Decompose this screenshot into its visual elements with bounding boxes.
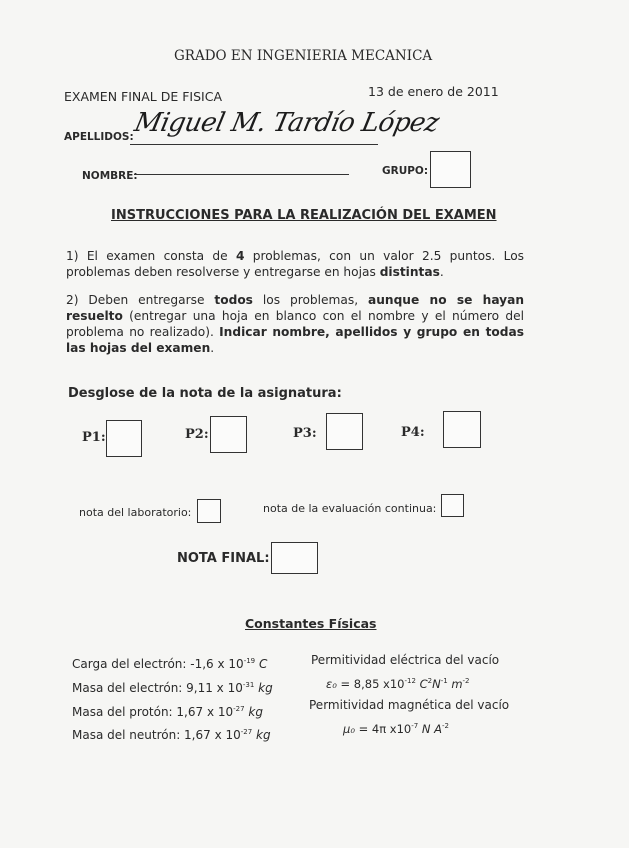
neutron-mass: Masa del neutrón: 1,67 x $10^{-27}$ kg bbox=[72, 728, 271, 742]
p1-label: P1: bbox=[82, 430, 106, 445]
grades-title: Desglose de la nota de la asignatura: bbox=[68, 386, 342, 401]
nombre-line[interactable] bbox=[134, 174, 349, 175]
permeability-value: μ₀ = 4π $x10^{-7}$ N $A^{-2}$ bbox=[343, 722, 449, 736]
permittivity-label: Permitividad eléctrica del vacío bbox=[311, 653, 500, 667]
p3-label: P3: bbox=[293, 426, 317, 441]
lab-label: nota del laboratorio: bbox=[79, 506, 192, 519]
apellidos-label: APELLIDOS: bbox=[64, 131, 134, 143]
grupo-box[interactable] bbox=[430, 151, 471, 188]
apellidos-handwriting: Miguel M. Tardío López bbox=[131, 108, 442, 138]
degree-title: GRADO EN INGENIERIA MECANICA bbox=[174, 48, 433, 64]
constants-title: Constantes Físicas bbox=[245, 616, 377, 631]
lab-box[interactable] bbox=[197, 499, 221, 523]
permeability-label: Permitividad magnética del vacío bbox=[309, 698, 510, 712]
continua-label: nota de la evaluación continua: bbox=[263, 502, 437, 515]
proton-mass: Masa del protón: 1,67 x $10^{-27}$ kg bbox=[72, 705, 263, 719]
continua-box[interactable] bbox=[441, 494, 464, 517]
p2-label: P2: bbox=[185, 427, 209, 442]
exam-date: 13 de enero de 2011 bbox=[368, 84, 499, 99]
nombre-label: NOMBRE: bbox=[82, 170, 138, 182]
electron-charge: Carga del electrón: -1,6 x $10^{-19}$ C bbox=[72, 657, 268, 671]
p4-box[interactable] bbox=[443, 411, 481, 448]
electron-mass: Masa del electrón: 9,11 x $10^{-31}$ kg bbox=[72, 681, 273, 695]
apellidos-line bbox=[130, 144, 378, 145]
grupo-label: GRUPO: bbox=[382, 165, 429, 177]
instructions-title: INSTRUCCIONES PARA LA REALIZACIÓN DEL EXAMEN bbox=[111, 208, 497, 223]
p2-box[interactable] bbox=[210, 416, 247, 453]
p3-box[interactable] bbox=[326, 413, 363, 450]
instruction-2: 2) Deben entregarse todos los problemas, aunque no se hayan resuelto (entregar una hoja en blanco con el nombre y el número del problema no realizado). Indicar nombre, apellidos y grupo en todas las hojas del examen. bbox=[66, 293, 525, 355]
p4-label: P4: bbox=[401, 425, 425, 440]
p1-box[interactable] bbox=[106, 420, 142, 457]
exam-title: EXAMEN FINAL DE FISICA bbox=[64, 89, 223, 104]
instruction-1: 1) El examen consta de 4 problemas, con un valor 2.5 puntos. Los problemas deben resolverse y entregarse en hojas distintas. bbox=[66, 249, 524, 279]
final-label: NOTA FINAL: bbox=[177, 551, 270, 566]
final-box[interactable] bbox=[271, 542, 318, 574]
permittivity-value: ε₀ = 8,85 $x10^{-12}$ $C^2N^{-1}$ $m^{-2}$ bbox=[326, 677, 470, 691]
